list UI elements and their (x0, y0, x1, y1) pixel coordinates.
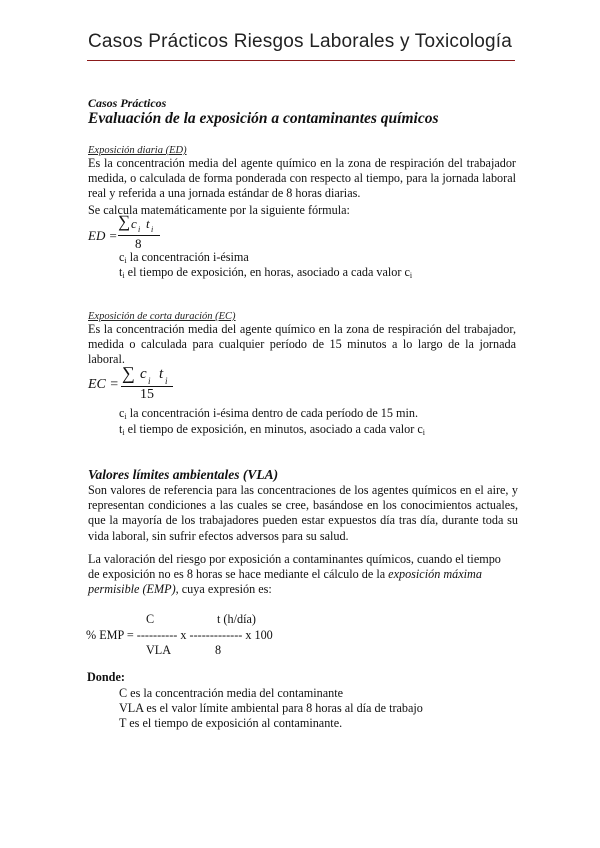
ed-formula-den: 8 (135, 236, 142, 251)
ec-formula (88, 363, 248, 410)
ed-formula-c-sub: i (138, 225, 141, 234)
section-kicker: Casos Prácticos (88, 96, 167, 110)
emp-den-8: 8 (215, 643, 222, 657)
ed-def-t: $t_i$ el tiempo de exposición, en horas, asociado a cada valor $c_i$ (119, 265, 413, 280)
emp-num-c: C (146, 612, 155, 626)
emp-num-t: t (h/día) (217, 612, 256, 626)
where-c: C es la concentración media del contaminante (119, 686, 344, 700)
ed-formula-lhs: ED = (88, 228, 118, 243)
ed-formula-t-sub: i (151, 225, 154, 234)
ec-label: Exposición de corta duración (EC) (88, 311, 236, 322)
header-divider (87, 60, 515, 61)
ec-formula-sum: ∑ (122, 363, 135, 383)
ec-def-t: $t_i$ el tiempo de exposición, en minutos, asociado a cada valor $c_i$ (119, 422, 426, 437)
ed-formula-c: c (131, 216, 137, 231)
ed-formula-t: t (146, 216, 150, 231)
ec-formula-lhs: EC = (88, 377, 119, 392)
where-vla: VLA es el valor límite ambiental para 8 horas al día de trabajo (119, 701, 423, 715)
where-t: T es el tiempo de exposición al contaminante. (119, 716, 343, 730)
page-header: Casos Prácticos Riesgos Laborales y Toxicología (87, 31, 513, 52)
ed-definition: Es la concentración media del agente químico en la zona de respiración del trabajador medida, o calculada de forma ponderada con respecto al tiempo, para la jornada laboral real y referida a una jornada estándar de 8 horas diarias. (88, 156, 516, 201)
donde-label: Donde: (87, 670, 125, 684)
ed-formula-intro: Se calcula matemáticamente por la siguiente fórmula: (88, 203, 350, 217)
emp-formula-line: % EMP = ---------- x ------------- x 100 (86, 628, 273, 642)
vla-definition: Son valores de referencia para las concentraciones de los agentes químicos en el aire, y representan condiciones a las cuales se cree, basándose en los conocimientos actuales, que la mayoría de los trabajadores pueden estar expuestos día tras día, durante toda su vida laboral, sin sufrir efectos adversos para su salud. (88, 483, 518, 543)
ec-def-c: $c_i$ la concentración i-ésima dentro de cada período de 15 min. (119, 406, 419, 421)
ed-def-c: $c_i$ la concentración i-ésima (119, 250, 249, 265)
emp-term: exposición máxima permisible (EMP) (88, 567, 482, 597)
ec-definition: Es la concentración media del agente químico en la zona de respiración del trabajador, medida o calculada para cualquier período de 15 minutos a lo largo de la jornada laboral. (88, 322, 516, 367)
emp-den-vla: VLA (146, 643, 172, 657)
ed-label: Exposición diaria (ED) (88, 145, 187, 156)
vla-title: Valores límites ambientales (VLA) (88, 467, 279, 482)
section-title: Evaluación de la exposición a contaminantes químicos (88, 110, 439, 127)
ed-formula-sum: ∑ (118, 212, 131, 231)
ec-formula-c: c (140, 366, 147, 382)
ec-formula-den: 15 (140, 387, 154, 402)
ec-formula-c-sub: i (148, 376, 151, 386)
ec-formula-t: t (159, 366, 164, 382)
ec-formula-t-sub: i (165, 376, 168, 386)
emp-intro: La valoración del riesgo por exposición a contaminantes químicos, cuando el tiempo de exposición no es 8 horas se hace mediante el cálculo de la exposición máxima permisible (EMP), cuya expresión es: (88, 552, 501, 597)
